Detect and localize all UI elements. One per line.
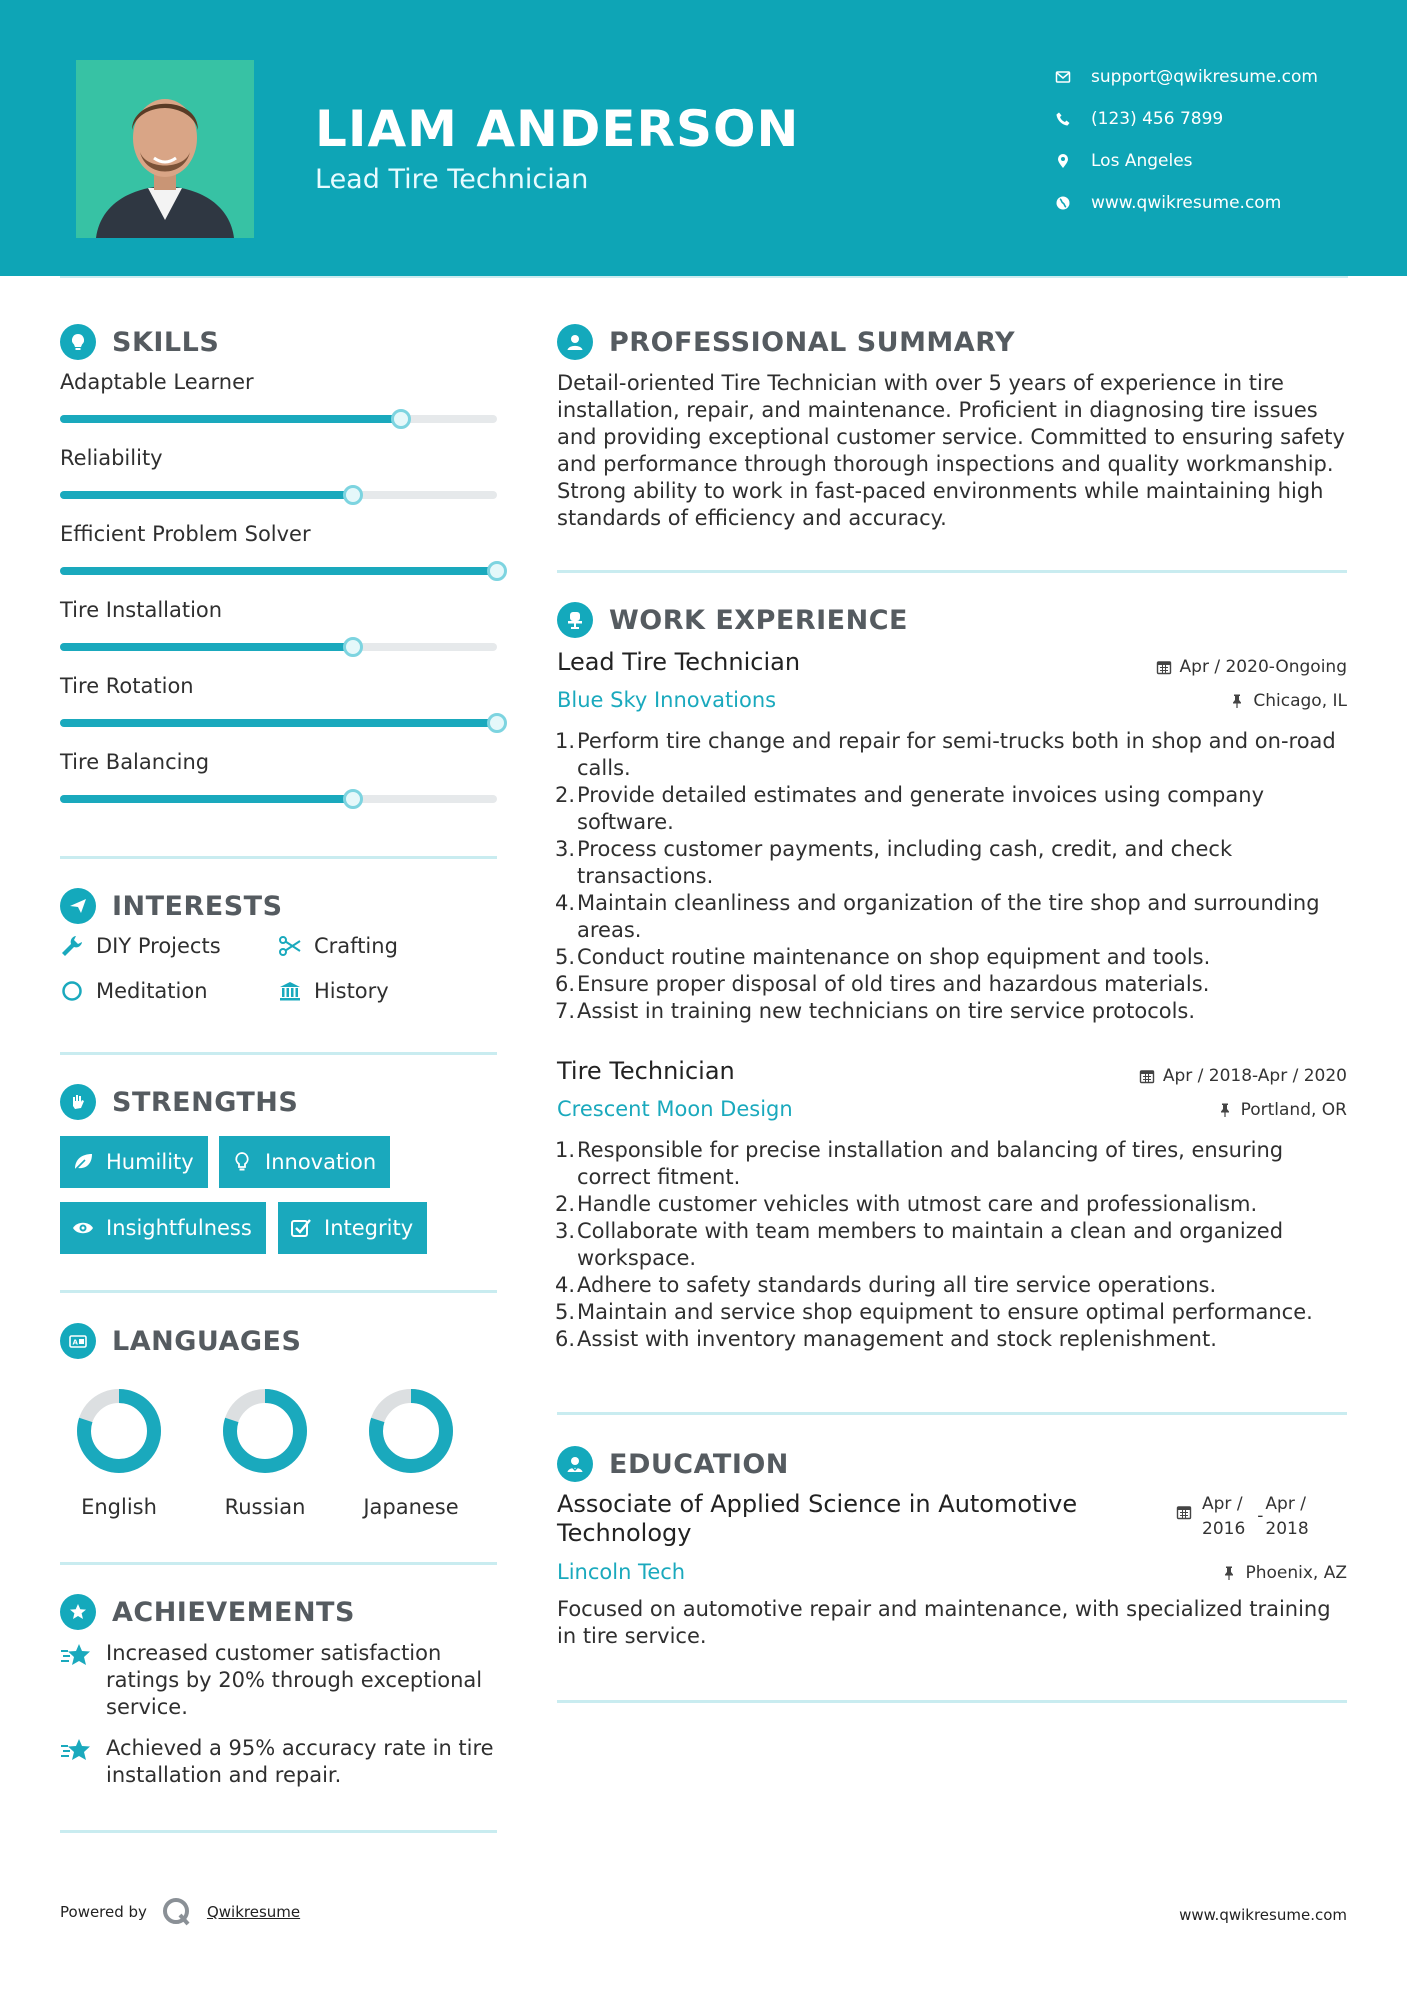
- star-icon: [60, 1642, 92, 1670]
- pushpin-icon: [1221, 1565, 1237, 1581]
- candidate-title: Lead Tire Technician: [315, 164, 589, 195]
- job-dates-text: Apr / 2020-Ongoing: [1179, 657, 1347, 677]
- skill-label: Adaptable Learner: [60, 370, 254, 394]
- interests-title: INTERESTS: [112, 890, 283, 922]
- language-label: Russian: [224, 1495, 306, 1519]
- phone-icon: [1055, 111, 1091, 127]
- interest-item: [60, 934, 221, 958]
- job-duties: [552, 728, 1347, 1025]
- calendar-icon: [1176, 1504, 1192, 1520]
- skill-item: [60, 750, 500, 826]
- skill-item: [60, 598, 500, 674]
- lightbulb-icon: [231, 1151, 253, 1173]
- star-badge-icon: [60, 1594, 96, 1630]
- interest-item: [278, 979, 389, 1003]
- footer-powered-by: [60, 1896, 300, 1928]
- education-title: EDUCATION: [609, 1448, 789, 1480]
- duty-item: 5. Maintain and service shop equipment to ensure optimal performance.: [554, 1300, 1313, 1324]
- skill-bar-track: [60, 415, 497, 423]
- job-dates: [1139, 1066, 1347, 1086]
- contact-location: [1055, 140, 1318, 182]
- person-portrait: [76, 60, 254, 238]
- section-divider: [60, 1830, 497, 1833]
- skill-item: [60, 370, 500, 446]
- interests-heading: [60, 888, 283, 924]
- strength-label: Humility: [106, 1150, 194, 1174]
- duty-item: 6. Assist with inventory management and stock replenishment.: [554, 1327, 1217, 1351]
- duty-item: 6. Ensure proper disposal of old tires and hazardous materials.: [554, 972, 1210, 996]
- contact-phone[interactable]: [1055, 98, 1318, 140]
- interest-label: History: [314, 979, 389, 1003]
- education-location-text: Phoenix, AZ: [1245, 1563, 1347, 1583]
- briefcase-chair-icon: [557, 602, 593, 638]
- duty-text: Provide detailed estimates and generate invoices using company software.: [577, 783, 1264, 834]
- qwikresume-logo-icon: [161, 1896, 193, 1928]
- wrench-icon: [60, 934, 84, 958]
- experience-heading: [557, 602, 908, 638]
- hand-icon: [60, 1084, 96, 1120]
- contact-location-text: Los Angeles: [1091, 151, 1193, 171]
- strengths-title: STRENGTHS: [112, 1086, 299, 1118]
- job-location-text: Chicago, IL: [1253, 691, 1347, 711]
- section-divider: [557, 1700, 1347, 1703]
- achievement-text: Achieved a 95% accuracy rate in tire installation and repair.: [106, 1736, 494, 1787]
- strength-tag: [60, 1136, 208, 1188]
- strength-label: Innovation: [265, 1150, 377, 1174]
- skill-bar-track: [60, 643, 497, 651]
- duty-item: 4. Maintain cleanliness and organization of the tire shop and surrounding areas.: [552, 890, 1347, 944]
- duty-text: Perform tire change and repair for semi-trucks both in shop and on-road calls.: [577, 729, 1336, 780]
- bank-icon: [278, 979, 302, 1003]
- calendar-icon: [1156, 659, 1172, 675]
- language-label: Japanese: [363, 1495, 459, 1519]
- skill-bar-knob: [487, 713, 507, 733]
- duty-text: Adhere to safety standards during all tire service operations.: [577, 1273, 1217, 1297]
- interest-item: [278, 934, 398, 958]
- languages-title: LANGUAGES: [112, 1325, 302, 1357]
- svg-text:A: A: [72, 1338, 78, 1347]
- job-location-text: Portland, OR: [1240, 1100, 1347, 1120]
- duty-item: 7. Assist in training new technicians on tire service protocols.: [554, 999, 1196, 1023]
- graduate-icon: [557, 1446, 593, 1482]
- profile-photo: [76, 60, 254, 238]
- interest-label: DIY Projects: [96, 934, 221, 958]
- education-start: [1202, 1492, 1245, 1542]
- pushpin-icon: [1217, 1102, 1233, 1118]
- skill-bar-knob: [391, 409, 411, 429]
- skills-title: SKILLS: [112, 326, 220, 358]
- strength-label: Insightfulness: [106, 1216, 252, 1240]
- duty-item: 4. Adhere to safety standards during all tire service operations.: [554, 1273, 1217, 1297]
- star-icon: [60, 1737, 92, 1765]
- skill-bar-knob: [487, 561, 507, 581]
- education-description: Focused on automotive repair and maintenance, with specialized training in tire service.: [557, 1597, 1331, 1648]
- duty-text: Assist with inventory management and stock replenishment.: [577, 1327, 1217, 1351]
- section-divider: [557, 1412, 1347, 1415]
- strength-label: Integrity: [324, 1216, 414, 1240]
- job-title: Lead Tire Technician: [557, 648, 801, 676]
- language-item: [351, 1385, 471, 1519]
- skill-bar-knob: [343, 637, 363, 657]
- contact-list: [1055, 56, 1318, 224]
- contact-email-text: support@qwikresume.com: [1091, 67, 1318, 87]
- contact-phone-text: (123) 456 7899: [1091, 109, 1224, 129]
- skills-heading: [60, 324, 219, 360]
- education-end-month: Apr /: [1265, 1494, 1306, 1514]
- duty-text: Maintain cleanliness and organization of the tire shop and surrounding areas.: [577, 891, 1320, 942]
- skill-label: Reliability: [60, 446, 163, 470]
- interest-label: Meditation: [96, 979, 208, 1003]
- skill-bar-fill: [60, 415, 401, 423]
- summary-heading: [557, 324, 1015, 360]
- calendar-icon: [1139, 1068, 1155, 1084]
- skill-bar-knob: [343, 485, 363, 505]
- skill-label: Tire Balancing: [60, 750, 210, 774]
- skill-bar-knob: [343, 789, 363, 809]
- skill-bar-fill: [60, 795, 353, 803]
- skill-item: [60, 522, 500, 598]
- lightbulb-icon: [60, 324, 96, 360]
- duty-text: Responsible for precise installation and balancing of tires, ensuring correct fitment.: [577, 1138, 1284, 1189]
- globe-icon: [1055, 195, 1091, 211]
- degree-title: Associate of Applied Science in Automotive Technology: [557, 1490, 1078, 1547]
- section-divider: [557, 570, 1347, 573]
- job-dates: [1156, 657, 1347, 677]
- achievements-title: ACHIEVEMENTS: [112, 1596, 355, 1628]
- section-divider: [60, 1290, 497, 1293]
- education-heading: [557, 1446, 789, 1482]
- scissors-icon: [278, 934, 302, 958]
- skill-item: [60, 446, 500, 522]
- strengths-heading: [60, 1084, 298, 1120]
- achievement-text: Increased customer satisfaction ratings by 20% through exceptional service.: [106, 1641, 483, 1719]
- candidate-name: LIAM ANDERSON: [315, 100, 800, 158]
- skill-label: Efficient Problem Solver: [60, 522, 311, 546]
- duty-item: 3. Collaborate with team members to maintain a clean and organized workspace.: [552, 1218, 1347, 1272]
- section-divider: [60, 856, 497, 859]
- duty-item: 3. Process customer payments, including cash, credit, and check transactions.: [552, 836, 1347, 890]
- language-label: English: [81, 1495, 157, 1519]
- skills-list: [60, 370, 500, 826]
- duty-item: 1. Responsible for precise installation and balancing of tires, ensuring correct fitment.: [552, 1137, 1347, 1191]
- contact-email[interactable]: [1055, 56, 1318, 98]
- skill-bar-fill: [60, 567, 497, 575]
- contact-website-text: www.qwikresume.com: [1091, 193, 1282, 213]
- strength-tag: [278, 1202, 427, 1254]
- skill-label: Tire Installation: [60, 598, 223, 622]
- duty-text: Conduct routine maintenance on shop equipment and tools.: [577, 945, 1211, 969]
- qwikresume-link[interactable]: Qwikresume: [206, 1903, 301, 1921]
- company-name[interactable]: Blue Sky Innovations: [557, 688, 777, 712]
- skill-bar-fill: [60, 643, 353, 651]
- duty-item: 5. Conduct routine maintenance on shop equipment and tools.: [554, 945, 1211, 969]
- job-location: [1229, 691, 1347, 711]
- summary-text: Detail-oriented Tire Technician with over 5 years of experience in tire installation, repair, and maintenance. Proficient in diagnosing tire issues and providing exceptional customer service. Committed to ensuring safety and performance through thorough inspections and quality workmanship. Strong ability to work in fast-paced environments while maintaining high standards of efficiency and accuracy.: [557, 371, 1345, 530]
- leaf-icon: [72, 1151, 94, 1173]
- envelope-icon: [1055, 69, 1091, 85]
- paper-plane-icon: [60, 888, 96, 924]
- languages-heading: [60, 1323, 301, 1359]
- powered-by-label: Powered by: [60, 1903, 147, 1921]
- circle-icon: [60, 979, 84, 1003]
- header-divider: [60, 276, 1348, 278]
- achievement-item: [60, 1735, 500, 1789]
- interest-item: [60, 979, 208, 1003]
- duty-item: 2. Handle customer vehicles with utmost care and professionalism.: [554, 1192, 1258, 1216]
- duty-item: 2. Provide detailed estimates and generate invoices using company software.: [552, 782, 1347, 836]
- language-item: [59, 1385, 179, 1519]
- check-square-icon: [290, 1217, 312, 1239]
- duty-text: Assist in training new technicians on tire service protocols.: [577, 999, 1196, 1023]
- education-end-year: 2018: [1265, 1519, 1309, 1539]
- skill-bar-fill: [60, 719, 497, 727]
- header-banner: [0, 0, 1407, 276]
- school-name[interactable]: Lincoln Tech: [557, 1560, 686, 1584]
- summary-title: PROFESSIONAL SUMMARY: [609, 326, 1016, 358]
- company-name[interactable]: Crescent Moon Design: [557, 1097, 793, 1121]
- pushpin-icon: [1229, 693, 1245, 709]
- skill-item: [60, 674, 500, 750]
- education-start-month: Apr /: [1202, 1494, 1243, 1514]
- job-location: [1217, 1100, 1347, 1120]
- duty-text: Collaborate with team members to maintain a clean and organized workspace.: [577, 1219, 1284, 1270]
- experience-title: WORK EXPERIENCE: [609, 604, 908, 636]
- language-donut: [365, 1385, 457, 1477]
- contact-website[interactable]: [1055, 182, 1318, 224]
- skill-bar-track: [60, 795, 497, 803]
- achievement-item: [60, 1640, 500, 1721]
- duty-text: Handle customer vehicles with utmost care and professionalism.: [577, 1192, 1258, 1216]
- skill-bar-fill: [60, 491, 353, 499]
- user-icon: [557, 324, 593, 360]
- eye-icon: [72, 1217, 94, 1239]
- footer-url[interactable]: www.qwikresume.com: [1179, 1906, 1347, 1924]
- duty-text: Maintain and service shop equipment to ensure optimal performance.: [577, 1300, 1313, 1324]
- skill-label: Tire Rotation: [60, 674, 194, 698]
- job-duties: [552, 1137, 1347, 1353]
- language-donut: [219, 1385, 311, 1477]
- job-title: Tire Technician: [557, 1057, 735, 1085]
- language-item: [205, 1385, 325, 1519]
- skill-bar-track: [60, 491, 497, 499]
- strength-tag: [219, 1136, 390, 1188]
- job-dates-text: Apr / 2018-Apr / 2020: [1162, 1066, 1347, 1086]
- education-date-separator: -: [1257, 1506, 1264, 1526]
- education-start-year: 2016: [1202, 1519, 1246, 1539]
- duty-text: Ensure proper disposal of old tires and hazardous materials.: [577, 972, 1210, 996]
- duty-text: Process customer payments, including cash, credit, and check transactions.: [577, 837, 1233, 888]
- achievements-heading: [60, 1594, 355, 1630]
- section-divider: [60, 1052, 497, 1055]
- map-pin-icon: [1055, 153, 1091, 169]
- interest-label: Crafting: [314, 934, 398, 958]
- section-divider: [60, 1562, 497, 1565]
- education-dates: [1176, 1492, 1309, 1542]
- strength-tag: [60, 1202, 266, 1254]
- duty-item: 1. Perform tire change and repair for semi-trucks both in shop and on-road calls.: [552, 728, 1347, 782]
- education-location: [1221, 1563, 1347, 1583]
- skill-bar-track: [60, 567, 497, 575]
- education-end: [1265, 1492, 1308, 1542]
- translate-icon: [60, 1323, 96, 1359]
- language-donut: [73, 1385, 165, 1477]
- skill-bar-track: [60, 719, 497, 727]
